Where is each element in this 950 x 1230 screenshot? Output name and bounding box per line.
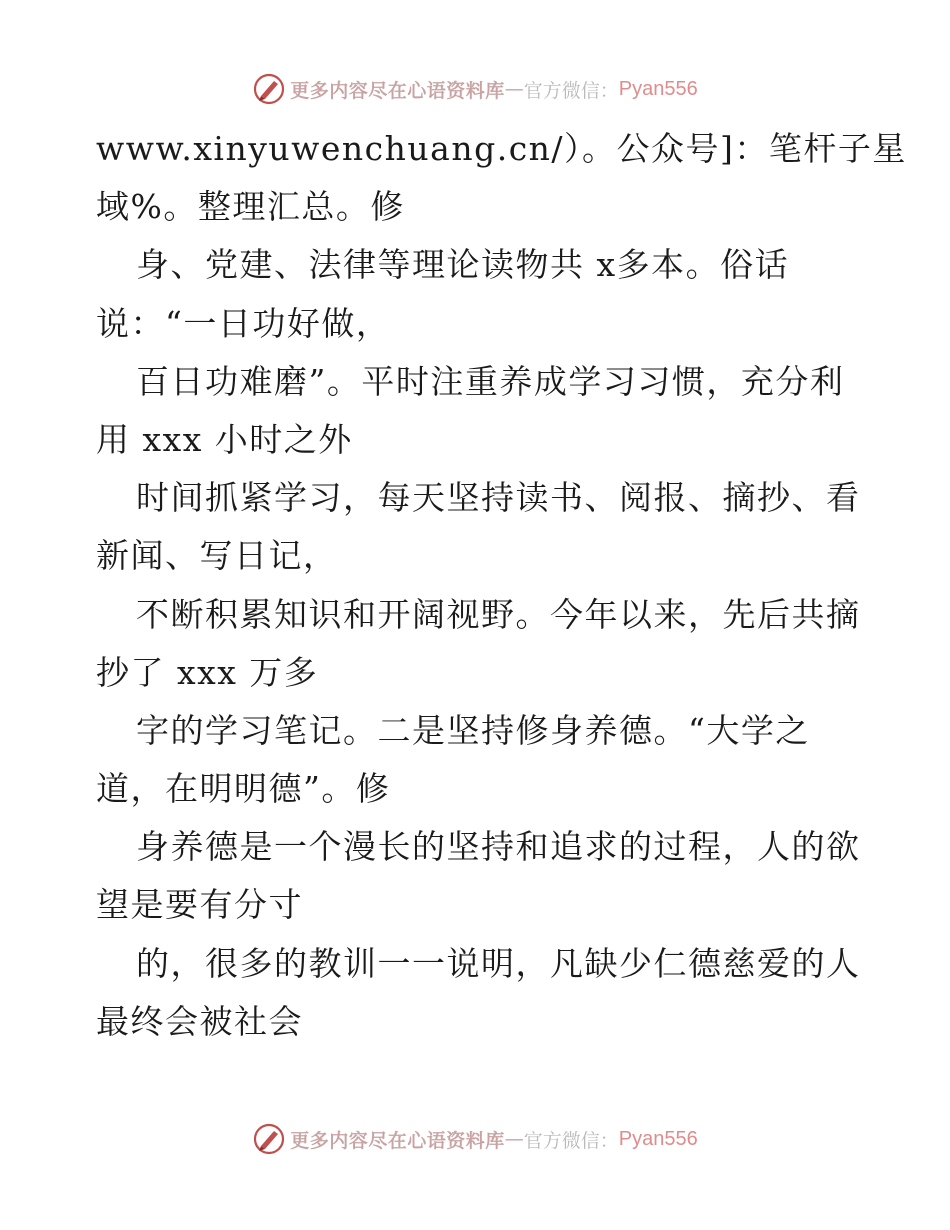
- pen-logo-icon: [252, 72, 286, 106]
- watermark-separator: —: [504, 78, 524, 100]
- text-line: 道，在明明德”。修: [96, 769, 391, 809]
- document-body: [96, 120, 907, 1051]
- text-line: 说：“一日功好做，: [96, 303, 391, 343]
- pen-logo-icon: [252, 1122, 286, 1156]
- watermark-brand: 更多内容尽在心语资料库: [290, 1129, 505, 1152]
- text-line: 新闻、写日记，: [96, 536, 338, 576]
- text-line: 抄了 xxx 万多: [96, 652, 319, 692]
- watermark-label: 官方微信：: [523, 79, 619, 102]
- text-line: 时间抓紧学习，每天坚持读书、阅报、摘抄、看: [136, 478, 861, 518]
- text-line: 用 xxx 小时之外: [96, 419, 353, 459]
- text-line: 字的学习笔记。二是坚持修身养德。“大学之: [136, 710, 810, 750]
- watermark-wechat-id: Pyan556: [618, 77, 698, 100]
- watermark-wechat-id: Pyan556: [618, 1127, 698, 1150]
- text-line: 最终会被社会: [96, 1001, 303, 1041]
- header-watermark: [0, 72, 950, 106]
- text-line: 不断积累知识和开阔视野。今年以来，先后共摘: [136, 594, 861, 634]
- text-line: 域%。整理汇总。修: [96, 187, 405, 227]
- watermark-separator: —: [504, 1128, 524, 1150]
- watermark-brand: 更多内容尽在心语资料库: [290, 79, 505, 102]
- footer-watermark: [0, 1122, 950, 1156]
- text-line: 身养德是一个漫长的坚持和追求的过程，人的欲: [136, 827, 861, 867]
- text-line: 身、党建、法律等理论读物共 x多本。俗话: [136, 245, 790, 285]
- text-line: 望是要有分寸: [96, 885, 303, 925]
- text-line: www.xinyuwenchuang.cn/）。公众号]：笔杆子星: [96, 129, 907, 168]
- text-line: 百日功难磨”。平时注重养成学习习惯，充分利: [136, 361, 845, 401]
- watermark-label: 官方微信：: [523, 1129, 619, 1152]
- text-line: 的，很多的教训一一说明，凡缺少仁德慈爱的人: [136, 943, 861, 983]
